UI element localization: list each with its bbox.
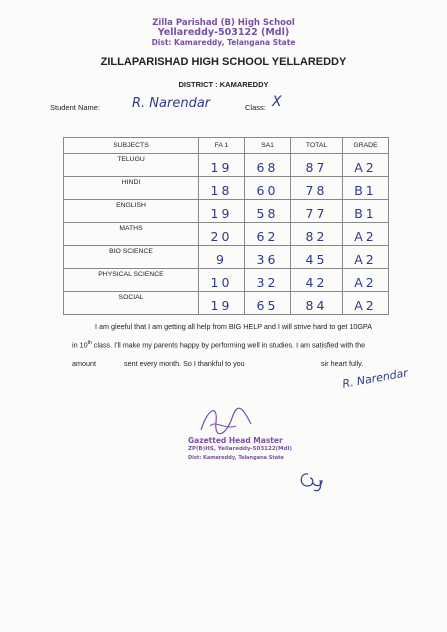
- grade-cell: A2: [343, 292, 389, 315]
- subject-cell: SOCIAL: [64, 292, 199, 315]
- total-cell: 78: [291, 177, 343, 200]
- sa1-cell: 65: [245, 292, 291, 315]
- total-cell: 42: [291, 269, 343, 292]
- district-heading: DISTRICT : KAMAREDDY: [178, 80, 269, 89]
- class-value: X: [272, 94, 282, 110]
- sa1-cell: 60: [245, 177, 291, 200]
- grade-cell: A2: [343, 223, 389, 246]
- table-row: [64, 154, 389, 177]
- table-row: [64, 200, 389, 223]
- subject-cell: PHYSICAL SCIENCE: [64, 269, 199, 292]
- table-row: [64, 177, 389, 200]
- student-signature: R. Narendar: [341, 366, 409, 391]
- marks-table: [63, 137, 389, 315]
- subject-cell: ENGLISH: [64, 200, 199, 223]
- letter-line-3-c: sir heart fully.: [321, 359, 364, 368]
- letter-line-2-end: class. I'll make my parents happy by performing well in studies. I am satisfied with the: [91, 340, 366, 350]
- header-sa1: SA1: [245, 138, 291, 154]
- school-title: ZILLAPARISHAD HIGH SCHOOL YELLAREDDY: [100, 56, 347, 68]
- header-subjects: SUBJECTS: [64, 138, 199, 154]
- total-cell: 45: [291, 246, 343, 269]
- table-row: [64, 223, 389, 246]
- sa1-cell: 32: [245, 269, 291, 292]
- total-cell: 77: [291, 200, 343, 223]
- class-label: Class:: [245, 103, 266, 112]
- sa1-cell: 68: [245, 154, 291, 177]
- fa1-cell: 18: [199, 177, 245, 200]
- grade-cell: B1: [343, 200, 389, 223]
- student-info-row: [50, 96, 410, 118]
- grade-cell: A2: [343, 269, 389, 292]
- handwritten-initial: [296, 466, 330, 492]
- student-name-value: R. Narendar: [132, 96, 211, 111]
- grade-cell: B1: [343, 177, 389, 200]
- subject-cell: BIO SCIENCE: [64, 246, 199, 269]
- table-row: [64, 246, 389, 269]
- letter-line-1: I am gleeful that I am getting all help from BIG HELP and I will strive hard to get 10GPA: [95, 322, 372, 331]
- total-cell: 87: [291, 154, 343, 177]
- total-cell: 82: [291, 223, 343, 246]
- header-grade: GRADE: [343, 138, 389, 154]
- fa1-cell: 10: [199, 269, 245, 292]
- student-name-label: Student Name:: [50, 103, 101, 112]
- sa1-cell: 62: [245, 223, 291, 246]
- head-master-stamp: [188, 436, 292, 463]
- subject-cell: HINDI: [64, 177, 199, 200]
- table-row: [64, 269, 389, 292]
- table-row: [64, 292, 389, 315]
- grade-cell: A2: [343, 246, 389, 269]
- ordinal-suffix: th: [87, 340, 92, 346]
- letter-line-2-start: in 10: [72, 340, 88, 350]
- header-total: TOTAL: [291, 138, 343, 154]
- stamp-line-1: Zilla Parishad (B) High School: [152, 18, 295, 28]
- hm-stamp-title: Gazetted Head Master: [188, 436, 283, 445]
- head-master-signature-scribble: [196, 400, 256, 440]
- stamp-line-3: Dist: Kamareddy, Telangana State: [151, 38, 296, 47]
- school-stamp-top: [0, 18, 447, 48]
- letter-line-2: [72, 340, 412, 349]
- header-fa1: FA 1: [199, 138, 245, 154]
- sa1-cell: 58: [245, 200, 291, 223]
- hm-stamp-line-3: Dist: Kamareddy, Telangana State: [188, 455, 284, 461]
- fa1-cell: 19: [199, 154, 245, 177]
- letter-line-3-b: sent every month. So I thankful to you: [124, 359, 245, 368]
- fa1-cell: 9: [199, 246, 245, 269]
- stamp-line-2: Yellareddy-503122 (Mdl): [157, 27, 290, 38]
- marks-header-row: [64, 138, 389, 154]
- hm-stamp-line-2: ZP(B)HS, Yellareddy-503122(Mdl): [188, 446, 292, 452]
- subject-cell: MATHS: [64, 223, 199, 246]
- sa1-cell: 36: [245, 246, 291, 269]
- grade-cell: A2: [343, 154, 389, 177]
- letter-line-3-a: amount: [72, 359, 96, 368]
- total-cell: 84: [291, 292, 343, 315]
- fa1-cell: 19: [199, 292, 245, 315]
- fa1-cell: 20: [199, 223, 245, 246]
- fa1-cell: 19: [199, 200, 245, 223]
- subject-cell: TELUGU: [64, 154, 199, 177]
